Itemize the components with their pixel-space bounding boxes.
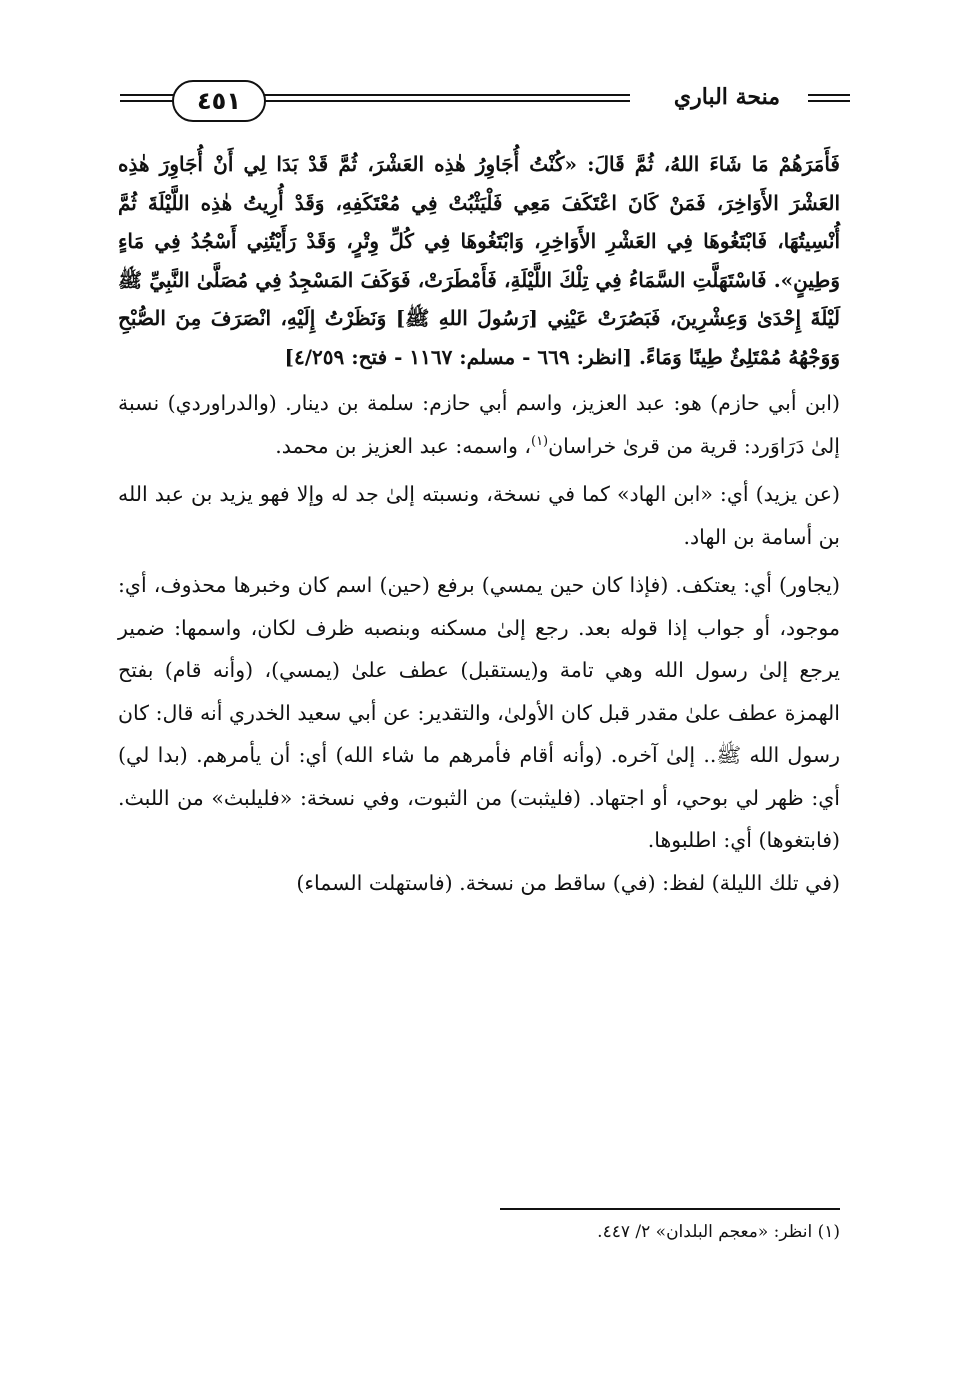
commentary-paragraph: (في تلك الليلة) لفظ: (في) ساقط من نسخة. (فاستهلت السماء) <box>296 870 840 895</box>
footnote-divider <box>500 1208 840 1210</box>
commentary-paragraph: (عن يزيد) أي: «ابن الهاد» كما في نسخة، ونسبته إلىٰ جد له وإلا فهو يزيد بن عبد الله بن أسامة بن الهاد. <box>118 482 840 549</box>
book-title: منحة الباري <box>673 84 780 110</box>
paragraph-text: ، واسمه: عبد العزيز بن محمد. <box>275 433 531 458</box>
paragraph-text: (ابن أبي حازم) هو: عبد العزيز، واسم أبي حازم: سلمة بن دينار. (والدراوردي) نسبة إلىٰ دَرَاوَرد: قرية من قرىٰ خراسان <box>118 391 840 458</box>
page-header <box>120 80 850 130</box>
header-rule <box>255 94 630 106</box>
page-content <box>118 145 840 904</box>
hadith-text: فَأَمَرَهُمْ مَا شَاءَ اللهُ، ثُمَّ قَالَ: «كُنْتُ أُجَاوِرُ هٰذِه العَشْرَ، ثُمَّ قَدْ بَدَا لِي أَنْ أُجَاوِرَ هٰذِه العَشْرَ الأَوَاخِرَ، فَمَنْ كَانَ اعْتَكَفَ مَعِي فَلْيَثْبُتْ فِي مُعْتَكَفِهِ، وَقَدْ أُرِيتُ هٰذِه اللَّيْلَةَ ثُمَّ أُنْسِيتُهَا، فَابْتَغُوهَا فِي العَشْرِ الأَوَاخِرِ، وَابْتَغُوهَا فِي كُلِّ وِتْرٍ، وَقَدْ رَأَيْتُنِي أَسْجُدُ فِي مَاءٍ وَطِينٍ». فَاسْتَهَلَّتِ السَّمَاءُ فِي تِلْكَ اللَّيْلَةِ، فَأَمْطَرَتْ، فَوَكَفَ المَسْجِدُ فِي مُصَلَّىٰ النَّبِيِّ ﷺ لَيْلَةَ إِحْدَىٰ وَعِشْرِينَ، فَبَصُرَتْ عَيْنِي [رَسُولَ اللهِ ﷺ] وَنَظَرْتُ إِلَيْهِ، انْصَرَفَ مِنَ الصُّبْحِ وَوَجْهُهُ مُمْتَلِئٌ طِينًا وَمَاءً. [انظر: ٦٦٩ - مسلم: ١١٦٧ - فتح: ٤/٢٥٩] <box>118 152 840 369</box>
commentary-paragraph <box>118 382 840 467</box>
header-rule-left <box>120 94 180 106</box>
header-ornament-right <box>808 94 850 106</box>
commentary-paragraph: (يجاور) أي: يعتكف. (فإذا كان حين يمسي) برفع (حين) اسم كان وخبرها محذوف، أي: موجود، أو جواب إذا قوله بعد. رجع إلىٰ مسكنه وبنصبه ظرف لكان، واسمها: ضمير يرجع إلىٰ رسول الله وهي تامة و(يستقبل) عطف علىٰ (يمسي)، (وأنه قام) بفتح الهمزة عطف علىٰ مقدر قبل كان الأولىٰ، والتقدير: عن أبي سعيد الخدري أنه قال: كان رسول الله ﷺ.. إلىٰ آخره. (وأنه أقام فأمرهم ما شاء الله) أي: أن يأمرهم. (بدا لي) أي: ظهر لي بوحي، أو اجتهاد. (فليثبت) من الثبوت، وفي نسخة: «فليلبث» من اللبث. (فابتغوها) أي: اطلبوها. <box>118 573 840 852</box>
footnote-reference: (١) <box>530 433 549 449</box>
footnote: (١) انظر: «معجم البلدان» ٢/ ٤٤٧. <box>597 1222 840 1242</box>
page-number: ٤٥١ <box>172 80 266 122</box>
